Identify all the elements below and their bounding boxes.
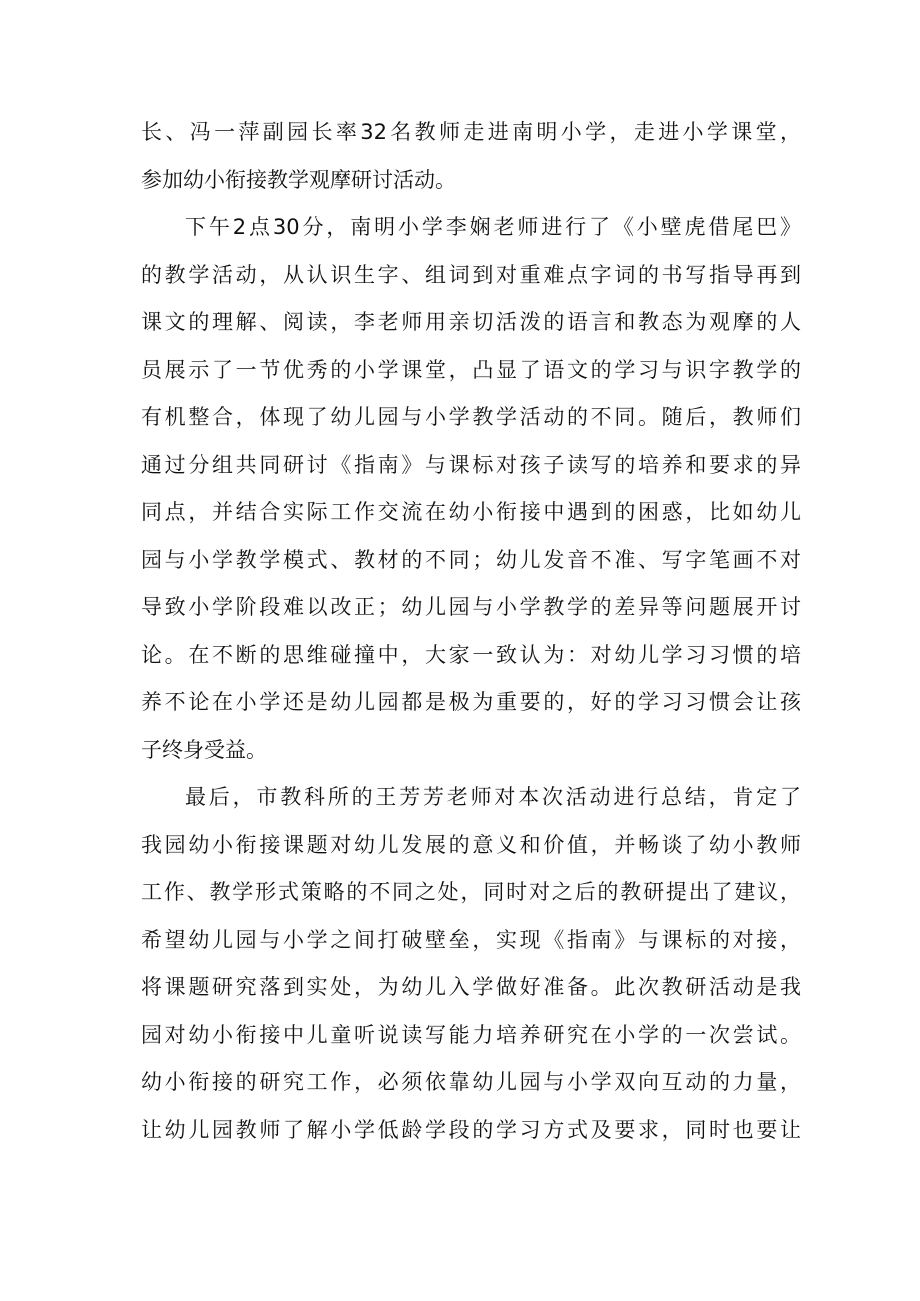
text-line: 我园幼小衔接课题对幼儿发展的意义和价值，并畅谈了幼小教师 [141, 832, 801, 857]
text-line: 通过分组共同研讨《指南》与课标对孩子读写的培养和要求的异 [141, 452, 801, 477]
text-line: 员展示了一节优秀的小学课堂，凸显了语文的学习与识字教学的 [141, 357, 801, 382]
text-line: 让幼儿园教师了解小学低龄学段的学习方式及要求，同时也要让 [141, 1117, 801, 1142]
text-line: 有机整合，体现了幼儿园与小学教学活动的不同。随后，教师们 [141, 405, 801, 429]
paragraph-first-line: 最后，市教科所的王芳芳老师对本次活动进行总结，肯定了 [185, 785, 801, 809]
text-line: 课文的理解、阅读，李老师用亲切活泼的语言和教态为观摩的人 [141, 310, 801, 334]
text-line: 论。在不断的思维碰撞中，大家一致认为：对幼儿学习习惯的培 [141, 642, 801, 667]
text-line: 园与小学教学模式、教材的不同；幼儿发音不准、写字笔画不对 [141, 547, 801, 572]
text-line: 将课题研究落到实处，为幼儿入学做好准备。此次教研活动是我 [141, 975, 801, 999]
text-line: 同点，并结合实际工作交流在幼小衔接中遇到的困惑，比如幼儿 [141, 500, 801, 524]
text-line: 长、冯一萍副园长率32名教师走进南明小学，走进小学课堂， [141, 120, 801, 144]
paragraph-first-line: 下午2点30分，南明小学李娴老师进行了《小壁虎借尾巴》 [185, 215, 801, 239]
text-line: 园对幼小衔接中儿童听说读写能力培养研究在小学的一次尝试。 [141, 1022, 801, 1047]
text-line: 希望幼儿园与小学之间打破壁垒，实现《指南》与课标的对接， [141, 927, 801, 952]
text-line: 导致小学阶段难以改正；幼儿园与小学教学的差异等问题展开讨 [141, 595, 801, 619]
text-line: 养不论在小学还是幼儿园都是极为重要的，好的学习习惯会让孩 [141, 690, 801, 714]
text-line: 的教学活动，从认识生字、组词到对重难点字词的书写指导再到 [141, 262, 801, 287]
text-line: 子终身受益。 [141, 737, 267, 762]
text-line: 参加幼小衔接教学观摩研讨活动。 [141, 167, 456, 192]
body-text [141, 109, 801, 1154]
text-line: 工作、教学形式策略的不同之处，同时对之后的教研提出了建议， [141, 880, 801, 904]
text-line: 幼小衔接的研究工作，必须依靠幼儿园与小学双向互动的力量， [141, 1070, 801, 1094]
